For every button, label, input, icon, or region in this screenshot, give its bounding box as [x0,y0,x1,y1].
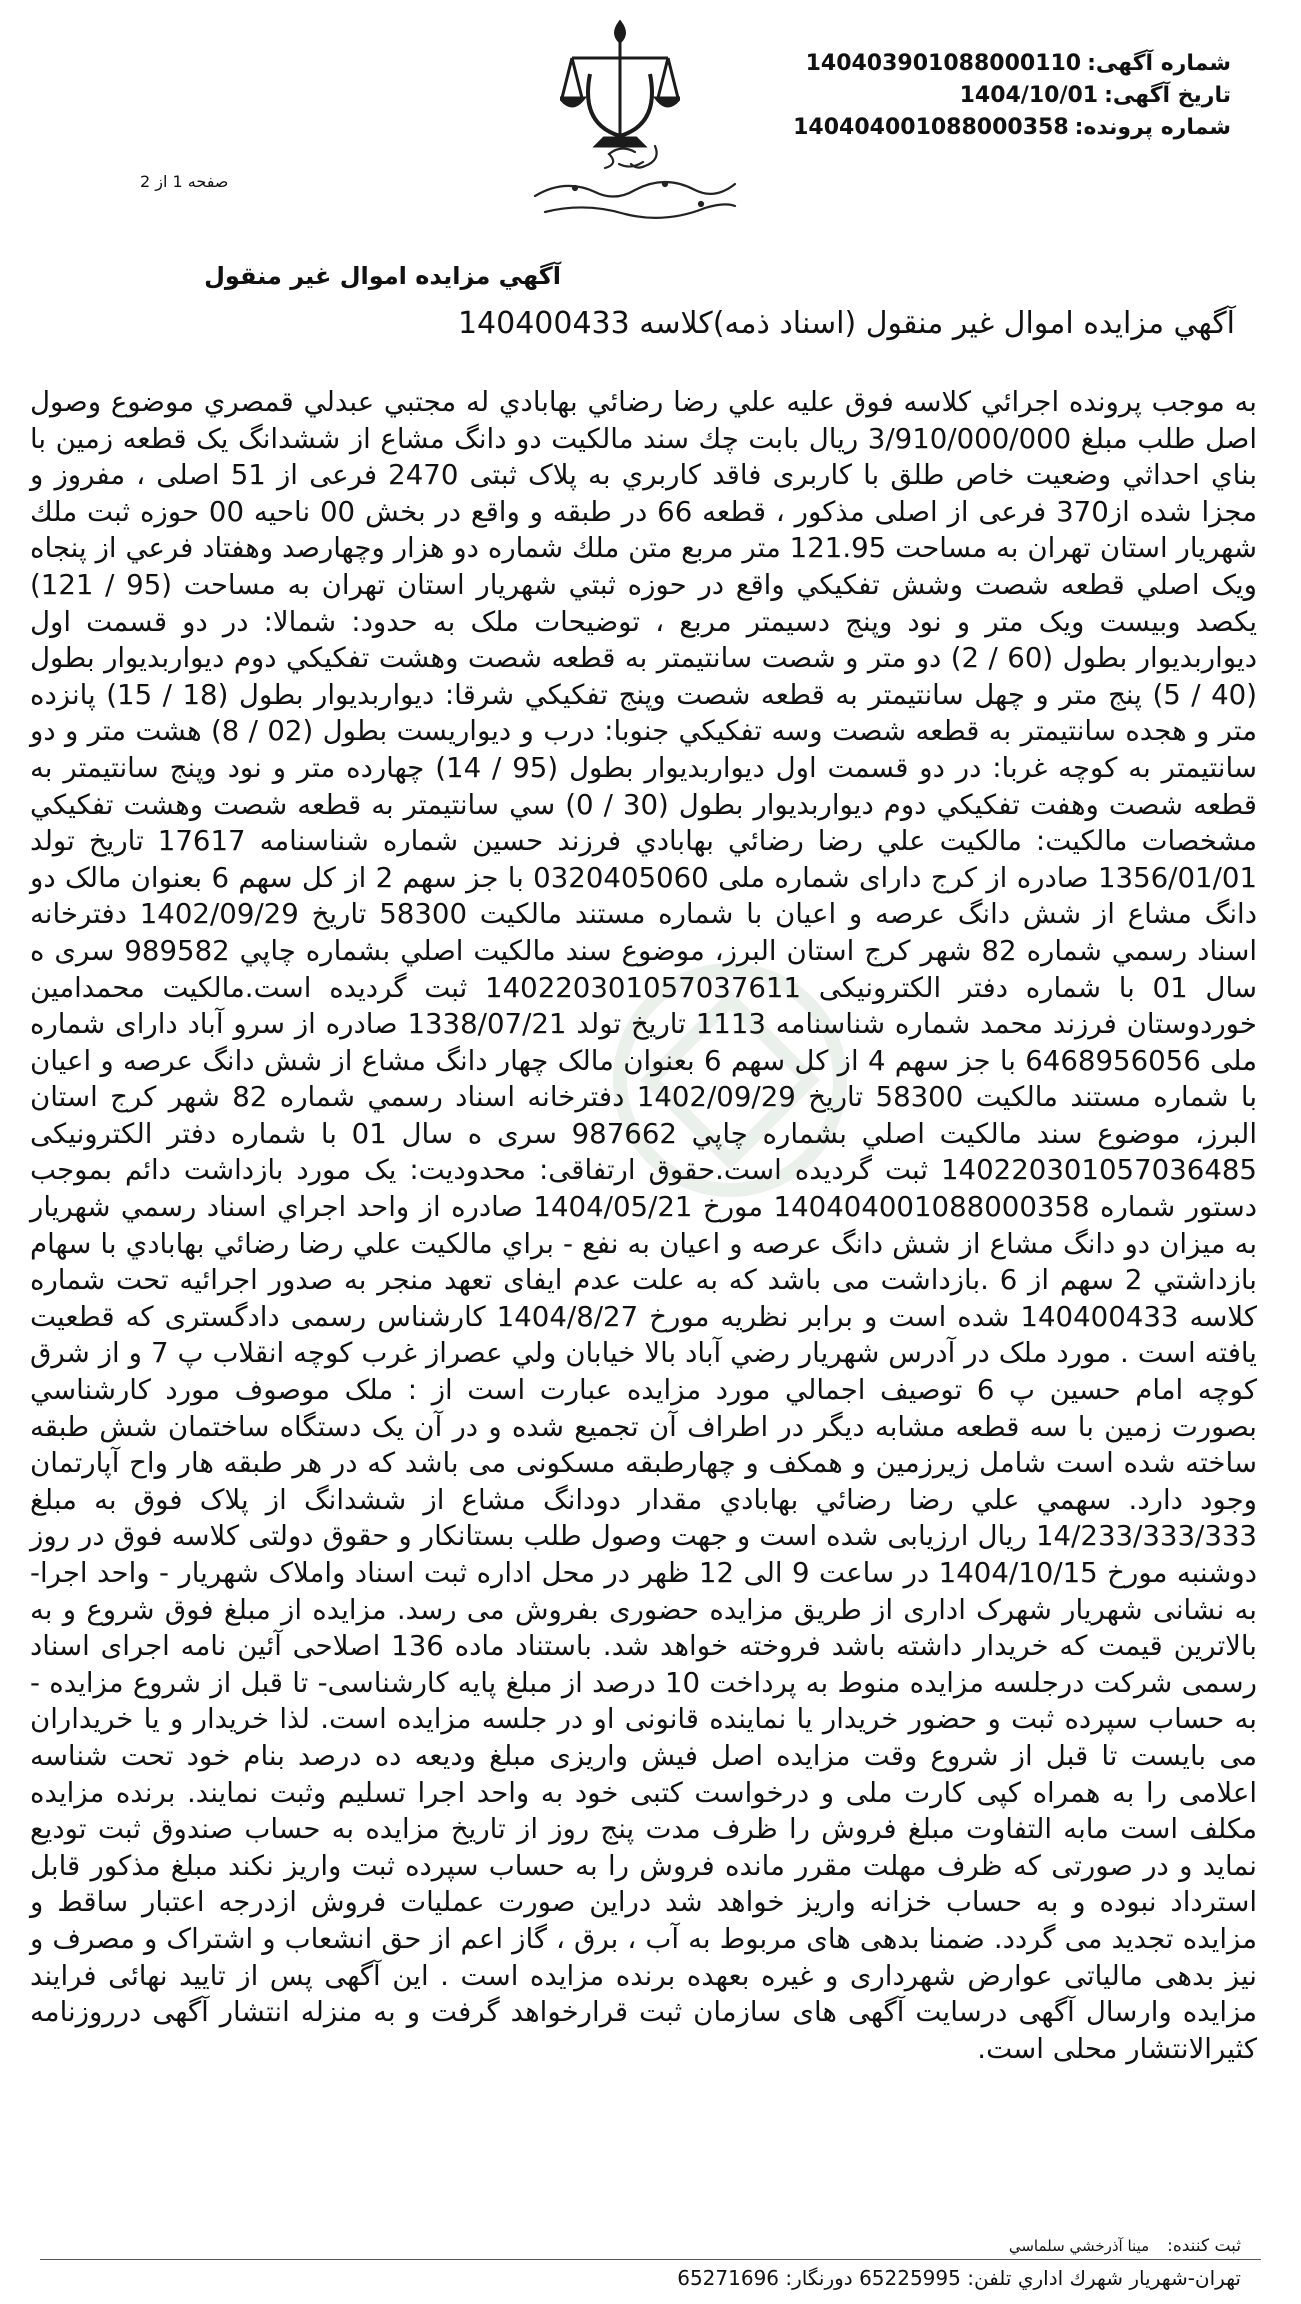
ad-number-label: شماره آگهی: [1087,51,1231,76]
footer-contact: تهران-شهريار شهرك اداري تلفن: 65225995 دورنگار: 65271696 [677,2266,1241,2290]
ad-number-row [793,48,1231,80]
registrar-line [1009,2236,1241,2256]
file-number: 140404001088000358 [793,115,1069,140]
ad-subtitle: آگهي مزايده اموال غير منقول (اسناد ذمه)كلاسه 140400433 [457,306,1235,341]
registration-org-logo-icon [515,134,755,224]
footer-divider [40,2259,1261,2260]
ad-number: 140403901088000110 [805,51,1082,76]
ad-date-label: تاریخ آگهی: [1104,83,1231,108]
file-number-label: شماره پرونده: [1074,115,1231,140]
ad-title: آگهي مزايده اموال غير منقول [204,262,561,290]
file-number-row [793,112,1231,144]
ad-date: 1404/10/01 [959,83,1099,108]
ad-body-text: به موجب پرونده اجرائي كلاسه فوق عليه علي رضا رضائي بهابادي له مجتبي عبدلي قمصري موضوع وصول اصل طلب مبلغ 3/910/000/000 ريال بابت چك سند مالكيت دو دانگ مشاع از ششدانگ يک قطعه زمين با بناي احداثي وضعيت خاص طلق با کاربری فاقد کاربري به پلاک ثبتی 2470 فرعی از 51 اصلی ، مفروز و مجزا شده از370 فرعی از اصلی مذکور ، قطعه 66 در طبقه و واقع در بخش 00 ناحيه 00 حوزه ثبت ملك شهريار استان تهران به مساحت 121.95 متر مربع متن ملك شماره دو هزار وچهارصد وهفتاد فرعي از پنجاه ويک اصلي قطعه شصت وشش تفکيکي واقع در حوزه ثبتي شهريار استان تهران به مساحت (95 / 121) يکصد وبيست ويک متر و نود وپنج دسيمتر مربع ، توضيحات ملک به حدود: شمالا: در دو قسمت اول ديواربديوار بطول (60 / 2) دو متر و شصت سانتيمتر به قطعه شصت وهشت تفکيکي دوم ديواربديوار بطول (40 / 5) پنج متر و چهل سانتيمتر به قطعه شصت وپنج تفکيکي شرقا: ديواربديوار بطول (18 / 15) پانزده متر و هجده سانتيمتر به قطعه شصت وسه تفکيکي جنوبا: درب و ديواريست بطول (02 / 8) هشت متر و دو سانتيمتر به کوچه غربا: در دو قسمت اول ديواربديوار بطول (95 / 14) چهارده متر و نود وپنج سانتيمتر به قطعه شصت وهفت تفکيکي دوم ديواربديوار بطول (30 / 0) سي سانتيمتر به قطعه شصت وهشت تفکيکي مشخصات مالكيت: مالکيت علي رضا رضائي بهابادي فرزند حسين شماره شناسنامه 17617 تاريخ تولد 1356/01/01 صادره از كرج دارای شماره ملی 0320405060 با جز سهم 2 از كل سهم 6 بعنوان مالک دو دانگ مشاع از شش دانگ عرصه و اعيان با شماره مستند مالکيت 58300 تاريخ 1402/09/29 دفترخانه اسناد رسمي شماره 82 شهر کرج استان البرز، موضوع سند مالکيت اصلي بشماره چاپي 989582 سری ه سال 01 با شماره دفتر الکترونيکی 140220301057037611 ثبت گرديده است.مالکيت محمدامين خوردوستان فرزند محمد شماره شناسنامه 1113 تاريخ تولد 1338/07/21 صادره از سرو آباد دارای شماره ملی 6468956056 با جز سهم 4 از کل سهم 6 بعنوان مالک چهار دانگ مشاع از شش دانگ عرصه و اعيان با شماره مستند مالکيت 58300 تاريخ 1402/09/29 دفترخانه اسناد رسمي شماره 82 شهر کرج استان البرز، موضوع سند مالکيت اصلي بشماره چاپي 987662 سری ه سال 01 با شماره دفتر الکترونيکی 140220301057036485 ثبت گرديده است.حقوق ارتفاقی: محدوديت: يک مورد بازداشت دائم بموجب دستور شماره 140404001088000358 مورخ 1404/05/21 صادره از واحد اجراي اسناد رسمي شهريار به ميزان دو دانگ مشاع از شش دانگ عرصه و اعيان به نفع - براي مالکيت علي رضا رضائي بهابادي با سهام بازداشتي 2 سهم از 6 .بازداشت می باشد که به علت عدم ايفای تعهد منجر به صدور اجرائيه تحت شماره كلاسه 140400433 شده است و برابر نظريه مورخ 1404/8/27 کارشناس رسمی دادگستری که قطعيت يافته است . مورد ملک در آدرس شهريار رضي آباد بالا خيابان ولي عصراز غرب کوچه انقلاب پ 7 و از شرق کوچه امام حسين پ 6 توصيف اجمالي مورد مزايده عبارت است از : ملک موصوف مورد کارشناسي بصورت زمين با سه قطعه مشابه ديگر در اطراف آن تجميع شده و در آن يک دستگاه ساختمان شش طبقه ساخته شده است شامل زيرزمين و همکف و چهارطبقه مسکونی می باشد که در هر طبقه هار واح آپارتمان وجود دارد. سهمي علي رضا رضائي بهابادي مقدار دودانگ مشاع از ششدانگ از پلاک فوق به مبلغ 14/233/333/333 ريال ارزيابی شده است و جهت وصول طلب بستانكار و حقوق دولتی كلاسه فوق در روز دوشنبه مورخ 1404/10/15 در ساعت 9 الی 12 ظهر در محل اداره ثبت اسناد واملاک شهريار - واحد اجرا- به نشانی شهريار شهرک اداری از طريق مزايده حضوری بفروش می رسد. مزايده از مبلغ فوق شروع و به بالاترين قيمت كه خريدار داشته باشد فروخته خواهد شد. باستناد ماده 136 اصلاحی آئين نامه اجرای اسناد رسمی شركت درجلسه مزايده منوط به پرداخت 10 درصد از مبلغ پايه كارشناسی- تا قبل از شروع مزايده - به حساب سپرده ثبت و حضور خريدار يا نماينده قانونی او در جلسه مزايده است. لذا خريدار و يا خريداران می بايست تا قبل از شروع وقت مزايده اصل فيش واريزی مبلغ وديعه ده درصد بنام خود تحت شناسه اعلامی را به همراه كپی كارت ملی و درخواست كتبی خود به واحد اجرا تسليم وثبت نمايند. برنده مزايده مكلف است مابه التفاوت مبلغ فروش را ظرف مدت پنج روز از تاريخ مزايده به حساب صندوق ثبت توديع نمايد و در صورتی كه ظرف مهلت مقرر مانده فروش را به حساب سپرده ثبت واريز نكند مبلغ مذكور قابل استرداد نبوده و به حساب خزانه واريز خواهد شد دراين صورت عمليات فروش ازدرجه اعتبار ساقط و مزايده تجديد می گردد. ضمنا بدهی های مربوط به آب ، برق ، گاز اعم از حق انشعاب و اشتراک و مصرف و نيز بدهی مالياتی عوارض شهرداری و غيره بعهده برنده مزايده است . اين آگهی پس از تاييد نهائی فرايند مزايده وارسال آگهی درسايت آگهی های سازمان ثبت قرارخواهد گرفت و به منزله انتشار آگهی درروزنامه كثيرالانتشار محلی است. [30,385,1258,2065]
registrar-label: ثبت كننده: [1167,2236,1241,2256]
registrar-name: مينا آذرخشي سلماسي [1008,2237,1150,2255]
ad-date-row [793,80,1231,112]
ad-meta [793,48,1231,144]
page-indicator: صفحه 1 از 2 [140,172,229,191]
